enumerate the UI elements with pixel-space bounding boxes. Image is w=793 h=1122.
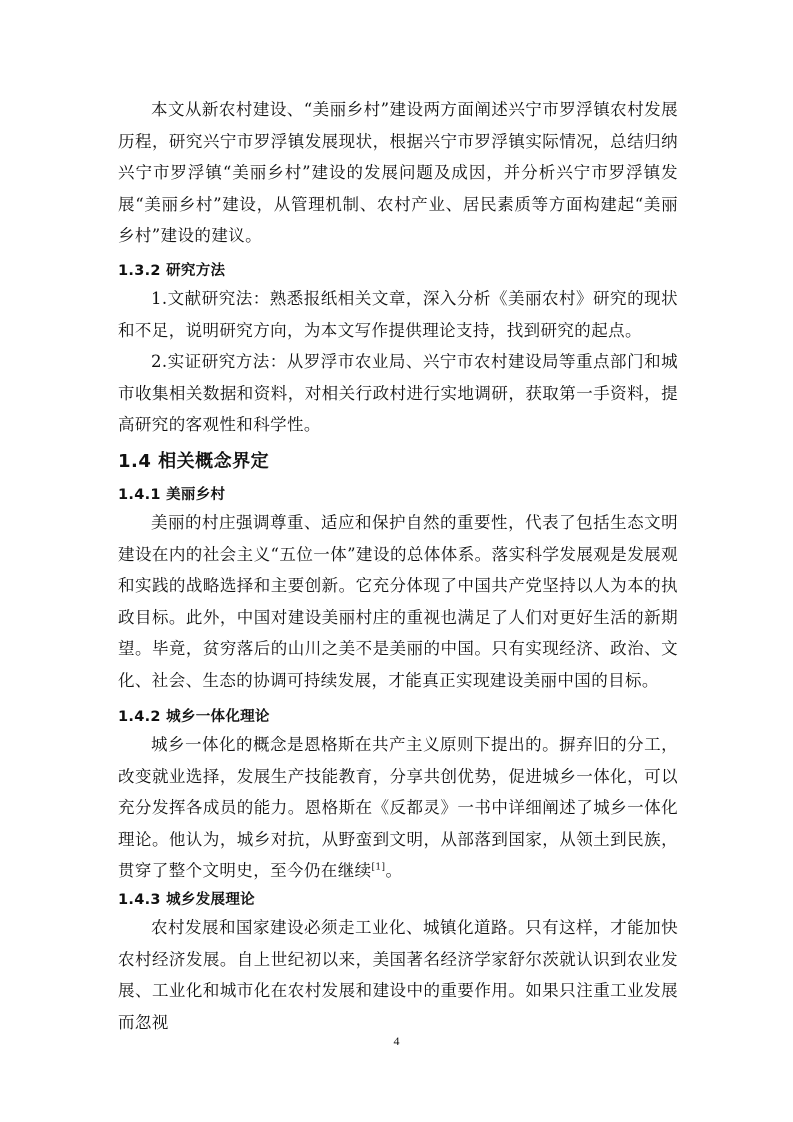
section-1-4-1-body — [118, 507, 678, 696]
section-1-4-2 — [118, 706, 678, 728]
section-heading-1-4: 1.4 相关概念界定 — [118, 451, 270, 472]
page-number: 4 — [393, 1034, 400, 1048]
method-literature-paragraph: 1.文献研究法：熟悉报纸相关文章，深入分析《美丽农村》研究的现状和不足，说明研究方向，为本文写作提供理论支持，找到研究的起点。 — [118, 289, 678, 340]
section-heading-1-4-1: 1.4.1 美丽乡村 — [118, 487, 226, 503]
section-heading-1-4-3: 1.4.3 城乡发展理论 — [118, 892, 255, 908]
section-1-3-2-body — [118, 283, 678, 441]
section-heading-1-4-2: 1.4.2 城乡一体化理论 — [118, 709, 270, 725]
section-1-4-3-body — [118, 912, 678, 1038]
section-1-4 — [118, 449, 678, 475]
section-heading-1-3-2: 1.3.2 研究方法 — [118, 263, 226, 279]
method-empirical-paragraph: 2.实证研究方法：从罗浮市农业局、兴宁市农村建设局等重点部门和城市收集相关数据和资料，对相关行政村进行实地调研，获取第一手资料，提高研究的客观性和科学性。 — [118, 352, 678, 434]
section-1-4-2-body — [118, 729, 678, 887]
urban-rural-development-paragraph: 农村发展和国家建设必须走工业化、城镇化道路。只有这样，才能加快农村经济发展。自上世纪初以来，美国著名经济学家舒尔茨就认识到农业发展、工业化和城市化在农村发展和建设中的重要作用。如果只注重工业发展而忽视 — [118, 918, 678, 1032]
section-1-4-3 — [118, 889, 678, 911]
integration-text: 城乡一体化的概念是恩格斯在共产主义原则下提出的。摒弃旧的分工，改变就业选择，发展生产技能教育，分享共创优势，促进城乡一体化，可以充分发挥各成员的能力。恩格斯在《反都灵》一书中详细阐述了城乡一体化理论。他认为，城乡对抗，从野蛮到文明，从部落到国家，从领土到民族，贯穿了整个文明史，至今仍在继续 — [118, 735, 678, 880]
beautiful-village-paragraph: 美丽的村庄强调尊重、适应和保护自然的重要性，代表了包括生态文明建设在内的社会主义“五位一体”建设的总体体系。落实科学发展观是发展观和实践的战略选择和主要创新。它充分体现了中国共产党坚持以人为本的执政目标。此外，中国对建设美丽村庄的重视也满足了人们对更好生活的新期望。毕竟，贫穷落后的山川之美不是美丽的中国。只有实现经济、政治、文化、社会、生态的协调可持续发展，才能真正实现建设美丽中国的目标。 — [118, 513, 678, 690]
intro-section — [118, 94, 678, 252]
intro-paragraph: 本文从新农村建设、“美丽乡村”建设两方面阐述兴宁市罗浮镇农村发展历程，研究兴宁市罗浮镇发展现状，根据兴宁市罗浮镇实际情况，总结归纳兴宁市罗浮镇“美丽乡村”建设的发展问题及成因，并分析兴宁市罗浮镇发展“美丽乡村”建设，从管理机制、农村产业、居民素质等方面构建起“美丽乡村”建设的建议。 — [118, 100, 678, 245]
citation-ref: [1] — [371, 862, 386, 873]
section-1-3-2 — [118, 260, 678, 282]
section-1-4-1 — [118, 484, 678, 506]
integration-tail: 。 — [385, 861, 403, 880]
urban-rural-integration-paragraph — [118, 729, 678, 887]
